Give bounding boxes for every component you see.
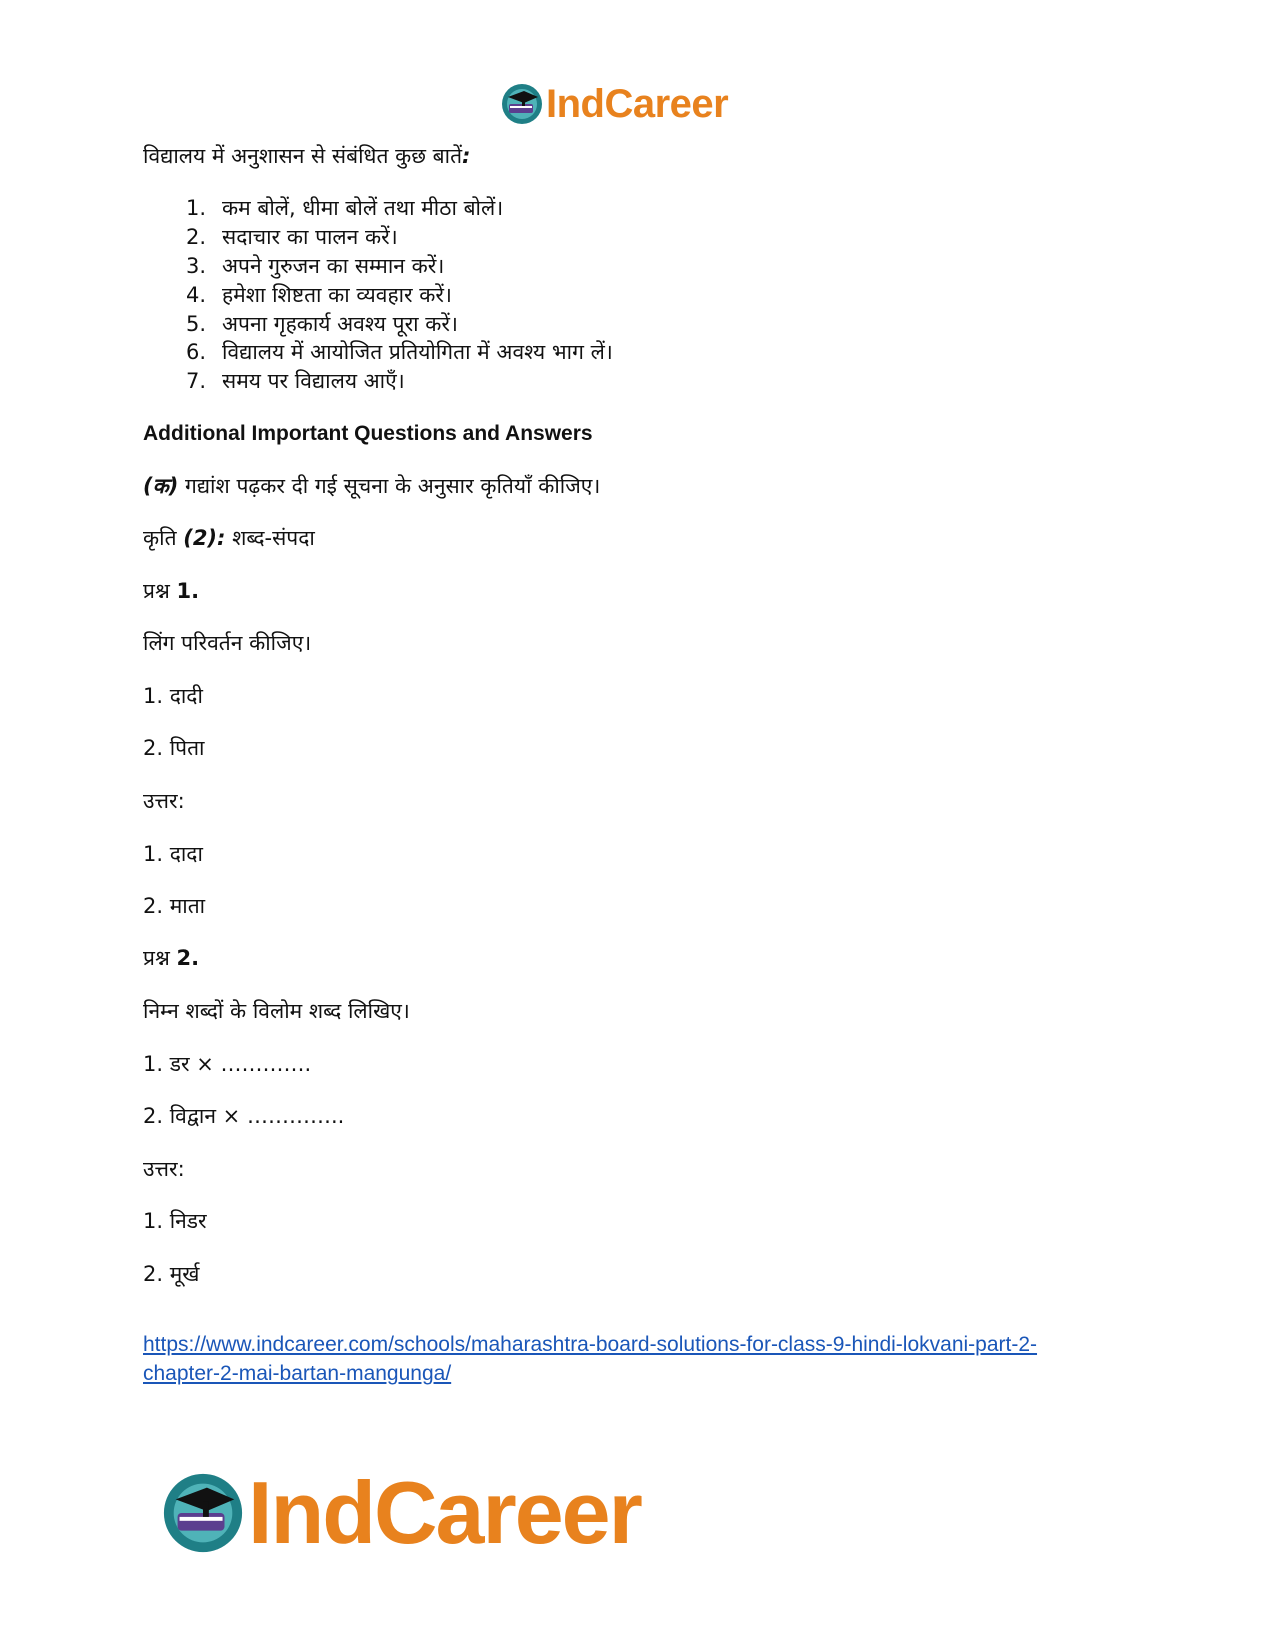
answer-item: 2. मूर्ख <box>143 1262 200 1286</box>
source-link-line-2[interactable]: chapter-2-mai-bartan-mangunga/ <box>143 1362 452 1385</box>
header-logo <box>500 78 728 130</box>
section-heading: Additional Important Questions and Answers <box>143 422 593 445</box>
list-number: 6. <box>186 340 207 364</box>
question-2-label <box>143 944 199 972</box>
source-link-line-1[interactable]: https://www.indcareer.com/schools/maharashtra-board-solutions-for-class-9-hindi-lokvani-part-2- <box>143 1333 1038 1356</box>
list-text: सदाचार का पालन करें। <box>222 225 398 249</box>
list-item <box>186 252 444 280</box>
list-text: समय पर विद्यालय आएँ। <box>222 369 405 393</box>
task-instruction <box>143 472 600 500</box>
list-text: अपने गुरुजन का सम्मान करें। <box>222 254 445 278</box>
list-item <box>186 223 398 251</box>
task-text: गद्यांश पढ़कर दी गई सूचना के अनुसार कृतियाँ कीजिए। <box>178 474 601 498</box>
answer-label: उत्तर: <box>143 789 185 813</box>
list-number: 1. <box>186 196 207 220</box>
kriti-heading <box>143 524 315 552</box>
question-item: 1. डर × …………. <box>143 1052 312 1076</box>
answer-item: 1. दादा <box>143 842 203 866</box>
list-text: विद्यालय में आयोजित प्रतियोगिता में अवश्य भाग लें। <box>222 340 613 364</box>
list-item <box>186 310 458 338</box>
kriti-number: (2): <box>183 526 226 550</box>
list-number: 4. <box>186 283 207 307</box>
list-number: 3. <box>186 254 207 278</box>
answer-item: 2. माता <box>143 894 206 918</box>
question-number: 2. <box>176 946 200 970</box>
intro-colon: : <box>462 144 471 168</box>
list-item <box>186 338 613 366</box>
list-item <box>186 281 452 309</box>
kriti-prefix: कृति <box>143 526 184 550</box>
brand-name: IndCareer <box>248 1463 641 1562</box>
graduation-cap-book-icon <box>500 82 544 126</box>
list-text: कम बोलें, धीमा बोलें तथा मीठा बोलें। <box>222 196 504 220</box>
list-number: 7. <box>186 369 207 393</box>
question-word: प्रश्न <box>143 579 177 603</box>
intro-body: विद्यालय में अनुशासन से संबंधित कुछ बातें <box>143 144 463 168</box>
question-1-prompt: लिंग परिवर्तन कीजिए। <box>143 631 312 655</box>
list-text: हमेशा शिष्टता का व्यवहार करें। <box>222 283 452 307</box>
question-1-label <box>143 577 199 605</box>
question-item: 1. दादी <box>143 684 203 708</box>
answer-item: 1. निडर <box>143 1209 207 1233</box>
list-item <box>186 367 405 395</box>
intro-text <box>143 142 470 170</box>
kriti-text: शब्द-संपदा <box>225 526 315 550</box>
list-number: 5. <box>186 312 207 336</box>
footer-logo <box>160 1463 641 1562</box>
list-item <box>186 194 503 222</box>
list-number: 2. <box>186 225 207 249</box>
question-2-prompt: निम्न शब्दों के विलोम शब्द लिखिए। <box>143 999 410 1023</box>
task-prefix: (क) <box>143 474 179 498</box>
question-item: 2. पिता <box>143 736 205 760</box>
brand-name: IndCareer <box>546 81 729 126</box>
question-number: 1. <box>176 579 200 603</box>
graduation-cap-book-icon <box>160 1470 246 1556</box>
question-word: प्रश्न <box>143 946 177 970</box>
question-item: 2. विद्वान × ………….. <box>143 1104 345 1128</box>
source-link[interactable] <box>143 1330 1037 1388</box>
list-text: अपना गृहकार्य अवश्य पूरा करें। <box>222 312 458 336</box>
answer-label: उत्तर: <box>143 1157 185 1181</box>
